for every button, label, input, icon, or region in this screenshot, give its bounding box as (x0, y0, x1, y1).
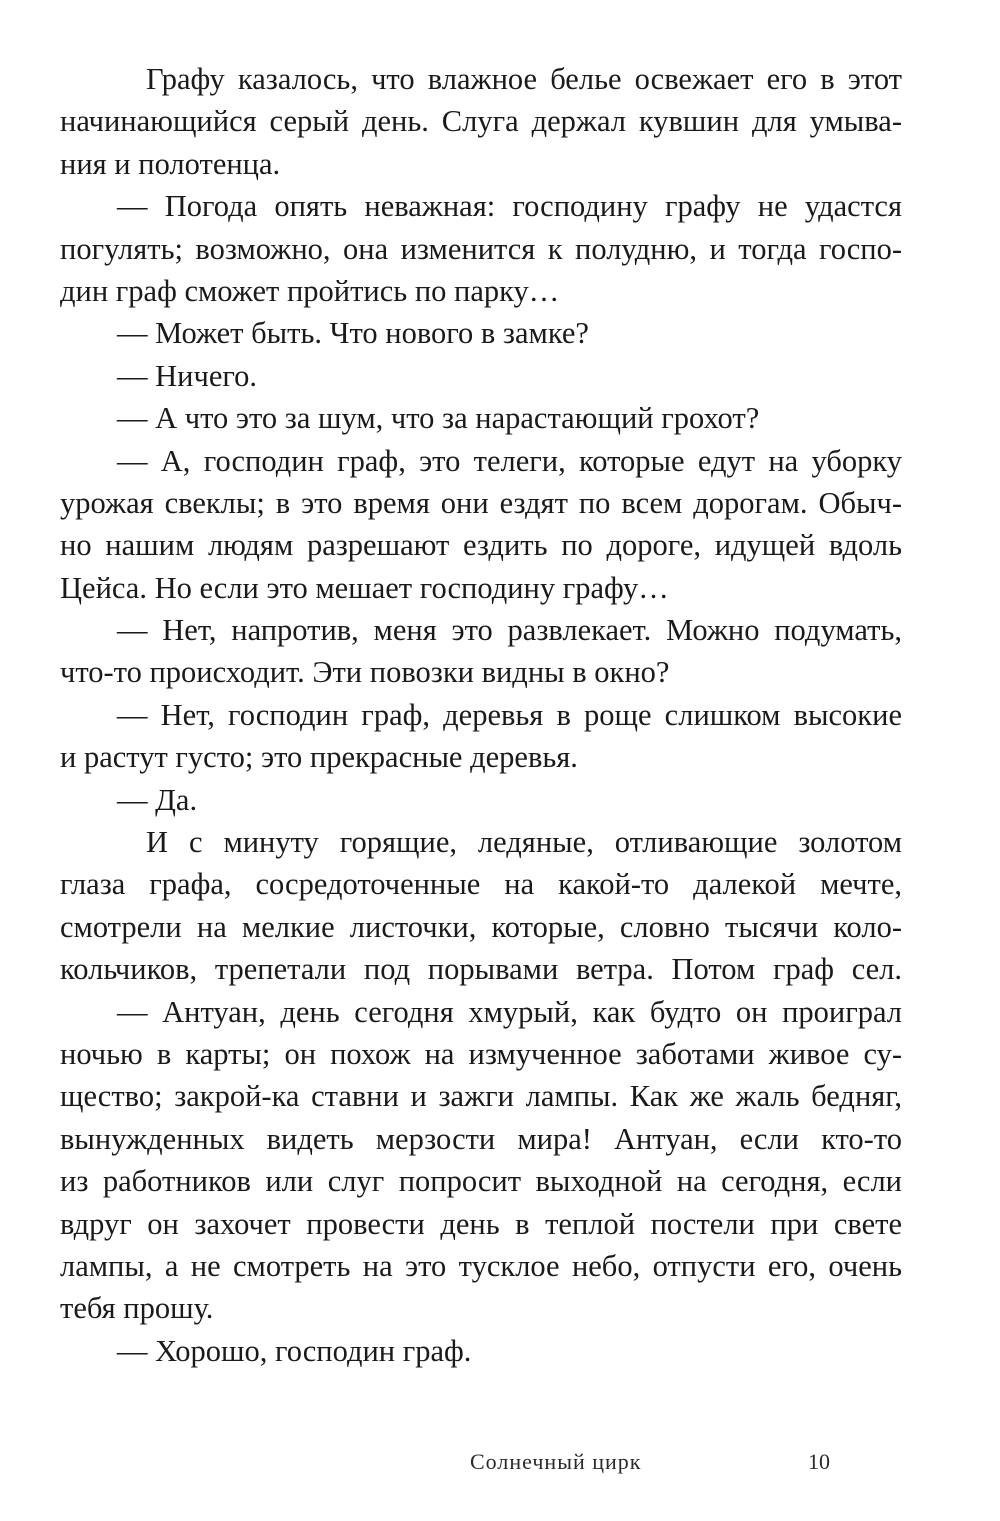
text-line: ния и полотенца. (60, 146, 281, 181)
text-line: тебя прошу. (60, 1291, 214, 1326)
text-line: — Ничего. (117, 358, 257, 393)
text-line: — А что это за шум, что за нарастающий грохот? (117, 401, 760, 436)
text-line: вдруг он захочет провести день в теплой постели при свете (60, 1206, 902, 1241)
body-text (60, 58, 902, 1372)
text-line: — Нет, господин граф, деревья в роще слишком высокие (117, 697, 902, 732)
running-footer-title: Солнечный цирк (470, 1449, 642, 1474)
text-line: начинающийся серый день. Слуга держал кувшин для умыва- (60, 104, 902, 139)
text-line: погулять; возможно, она изменится к полудню, и тогда госпо- (60, 231, 902, 266)
text-line: ночью в карты; он похож на измученное заботами живое су- (60, 1036, 902, 1071)
text-line: — А, господин граф, это телеги, которые едут на уборку (117, 443, 902, 478)
text-line: Графу казалось, что влажное белье освежает его в этот (146, 62, 902, 96)
text-line: вынужденных видеть мерзости мира! Антуан, если кто-то (60, 1121, 902, 1156)
page-number: 10 (808, 1449, 830, 1474)
text-line: но нашим людям разрешают ездить по дороге, идущей вдоль (60, 528, 902, 563)
text-line: — Погода опять неважная: господину графу не удастся (117, 189, 902, 224)
text-line: что-то происходит. Эти повозки видны в окно? (60, 655, 670, 690)
text-line: из работников или слуг попросит выходной на сегодня, если (60, 1164, 902, 1199)
text-line: и растут густо; это прекрасные деревья. (60, 740, 578, 775)
text-line: — Может быть. Что нового в замке? (117, 316, 589, 351)
text-line: — Нет, напротив, меня это развлекает. Можно подумать, (117, 613, 902, 648)
text-line: — Антуан, день сегодня хмурый, как будто он проиграл (117, 994, 902, 1029)
text-line: урожая свеклы; в это время они ездят по всем дорогам. Обыч- (60, 485, 902, 520)
text-line: щество; закрой-ка ставни и зажги лампы. Как же жаль бедняг, (60, 1079, 902, 1114)
text-line: — Хорошо, господин граф. (117, 1333, 472, 1368)
text-line: кольчиков, трепетали под порывами ветра. Потом граф сел. (60, 952, 902, 987)
text-line: И с минуту горящие, ледяные, отливающие золотом (146, 825, 902, 860)
text-line: — Да. (117, 782, 198, 817)
text-line: смотрели на мелкие листочки, которые, словно тысячи коло- (60, 909, 902, 944)
text-line: глаза графа, сосредоточенные на какой-то далекой мечте, (60, 867, 902, 902)
text-line: лампы, а не смотреть на это тусклое небо, отпусти его, очень (60, 1248, 902, 1283)
text-line: Цейса. Но если это мешает господину графу… (60, 570, 669, 605)
text-line: дин граф сможет пройтись по парку… (60, 273, 560, 308)
